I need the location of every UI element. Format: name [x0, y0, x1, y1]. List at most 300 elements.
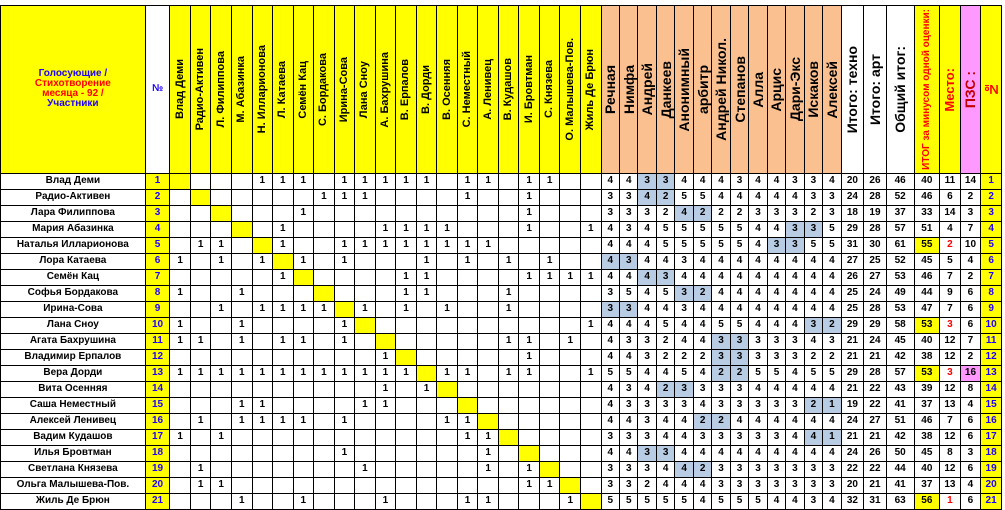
- vote-cell: [478, 381, 499, 397]
- vote-cell: [416, 205, 437, 221]
- vote-cell: 1: [334, 445, 355, 461]
- score-cell: 3: [656, 445, 674, 461]
- score-cell: 3: [601, 477, 619, 493]
- vote-cell: [334, 381, 355, 397]
- vote-cell: [539, 189, 560, 205]
- vote-cell: [252, 205, 273, 221]
- vote-cell: [334, 205, 355, 221]
- vote-cell: 1: [273, 173, 294, 189]
- voter-header: [170, 6, 191, 174]
- total-art: 24: [864, 285, 887, 301]
- row-number-right: 5: [981, 237, 1002, 253]
- vote-cell: [416, 445, 437, 461]
- score-cell: 3: [638, 461, 656, 477]
- vote-cell: [478, 189, 499, 205]
- vote-cell: 1: [273, 333, 294, 349]
- vote-cell: [498, 205, 519, 221]
- score-cell: 3: [712, 381, 730, 397]
- voter-header: [375, 6, 396, 174]
- vote-cell: [539, 445, 560, 461]
- vote-cell: [498, 493, 519, 509]
- vote-cell: [334, 221, 355, 237]
- voter-name: Влад Деми: [173, 59, 186, 120]
- vote-cell: 1: [375, 381, 396, 397]
- vote-cell: 1: [190, 333, 211, 349]
- total-art: 22: [864, 397, 887, 413]
- vote-cell: 1: [560, 493, 581, 509]
- vote-cell: [375, 413, 396, 429]
- vote-cell: [478, 477, 499, 493]
- voter-name: И. Бровтман: [522, 55, 535, 124]
- score-cell: 4: [730, 413, 748, 429]
- score-cell: 3: [638, 173, 656, 189]
- vote-cell: [190, 429, 211, 445]
- vote-cell: [396, 493, 417, 509]
- vote-cell: [498, 317, 519, 333]
- vote-cell: [478, 397, 499, 413]
- participant-name: Софья Бордакова: [1, 285, 146, 301]
- voter-header: [334, 6, 355, 174]
- vote-cell: 1: [170, 253, 191, 269]
- vote-cell: [211, 381, 232, 397]
- table-row: [1, 365, 1002, 381]
- vote-cell: [437, 477, 458, 493]
- vote-cell: [457, 317, 478, 333]
- score-cell: 3: [620, 205, 638, 221]
- vote-cell: 1: [539, 253, 560, 269]
- score-cell: 5: [656, 493, 674, 509]
- score-cell: 3: [749, 397, 767, 413]
- vote-cell: [314, 285, 335, 301]
- score-cell: 5: [675, 493, 693, 509]
- score-cell: 5: [693, 189, 711, 205]
- vote-cell: [170, 173, 191, 189]
- vote-cell: 1: [190, 413, 211, 429]
- vote-cell: [396, 445, 417, 461]
- score-cell: 4: [656, 429, 674, 445]
- vote-cell: 1: [375, 349, 396, 365]
- total-art: 21: [864, 429, 887, 445]
- score-cell: 3: [823, 333, 841, 349]
- vote-cell: [560, 173, 581, 189]
- itog-minus: 40: [914, 461, 940, 477]
- participant-name: Жиль Де Брюн: [1, 493, 146, 509]
- vote-cell: [396, 397, 417, 413]
- score-cell: 4: [804, 301, 822, 317]
- vote-cell: [170, 461, 191, 477]
- vote-cell: [273, 189, 294, 205]
- vote-cell: 1: [252, 301, 273, 317]
- pzs-cell: 10: [960, 237, 981, 253]
- score-cell: 5: [675, 221, 693, 237]
- itog-minus: 37: [914, 397, 940, 413]
- itog-minus: 46: [914, 269, 940, 285]
- vote-cell: [478, 269, 499, 285]
- total-art: 22: [864, 461, 887, 477]
- candidate-name: Алексей: [823, 60, 840, 119]
- itog-minus: 47: [914, 301, 940, 317]
- vote-cell: [539, 221, 560, 237]
- score-cell: 3: [620, 221, 638, 237]
- vote-cell: [539, 301, 560, 317]
- vote-cell: [581, 445, 602, 461]
- score-cell: 4: [749, 237, 767, 253]
- score-cell: 3: [786, 477, 804, 493]
- voter-header: [539, 6, 560, 174]
- vote-cell: 1: [519, 269, 540, 285]
- score-cell: 3: [730, 461, 748, 477]
- itog-minus: 39: [914, 381, 940, 397]
- vote-cell: [190, 253, 211, 269]
- vote-cell: [252, 477, 273, 493]
- score-cell: 3: [601, 189, 619, 205]
- score-cell: 5: [620, 285, 638, 301]
- voter-name: В. Кудашов: [502, 58, 515, 121]
- participant-name: Вита Осенняя: [1, 381, 146, 397]
- vote-cell: [396, 253, 417, 269]
- total-all: 63: [886, 493, 914, 509]
- vote-cell: [437, 317, 458, 333]
- score-cell: 3: [749, 477, 767, 493]
- vote-cell: [273, 493, 294, 509]
- vote-cell: [334, 285, 355, 301]
- vote-cell: [252, 381, 273, 397]
- total-all: 50: [886, 445, 914, 461]
- score-cell: 4: [656, 365, 674, 381]
- vote-cell: 1: [375, 493, 396, 509]
- total-art: 28: [864, 301, 887, 317]
- vote-cell: 1: [478, 461, 499, 477]
- voter-name: Л. Катаева: [276, 60, 289, 118]
- total-tech: 20: [841, 477, 864, 493]
- score-cell: 5: [656, 237, 674, 253]
- total-art: 27: [864, 413, 887, 429]
- participant-name: Вадим Кудашов: [1, 429, 146, 445]
- score-cell: 4: [620, 317, 638, 333]
- participant-name: Лара Филиппова: [1, 205, 146, 221]
- table-row: [1, 477, 1002, 493]
- vote-cell: 1: [190, 237, 211, 253]
- score-cell: 4: [767, 269, 785, 285]
- place-cell: 12: [940, 349, 961, 365]
- place-cell: 4: [940, 221, 961, 237]
- vote-cell: [539, 317, 560, 333]
- vote-cell: 1: [170, 317, 191, 333]
- score-cell: 4: [638, 189, 656, 205]
- vote-cell: 1: [170, 333, 191, 349]
- vote-cell: [457, 221, 478, 237]
- score-cell: 2: [804, 397, 822, 413]
- vote-cell: 1: [375, 237, 396, 253]
- vote-cell: [416, 461, 437, 477]
- score-cell: 4: [786, 365, 804, 381]
- score-cell: 3: [601, 285, 619, 301]
- score-cell: 2: [823, 317, 841, 333]
- vote-cell: 1: [211, 477, 232, 493]
- title-line: Голосующие /: [38, 68, 108, 80]
- vote-cell: [375, 477, 396, 493]
- vote-cell: [231, 461, 252, 477]
- vote-cell: 1: [355, 189, 376, 205]
- total-tech: 20: [841, 173, 864, 189]
- voter-name: Радио-Активен: [194, 48, 207, 131]
- total-all: 57: [886, 221, 914, 237]
- vote-cell: 1: [416, 269, 437, 285]
- vote-cell: [190, 445, 211, 461]
- voter-name: В. Ерпалов: [399, 58, 412, 120]
- score-cell: 3: [767, 205, 785, 221]
- candidate-header: [712, 6, 730, 174]
- header-num-label-right: [981, 6, 1002, 174]
- title-line: Участники: [47, 98, 99, 110]
- vote-cell: 1: [314, 189, 335, 205]
- candidate-header: [786, 6, 804, 174]
- row-number: 5: [145, 237, 170, 253]
- score-cell: 5: [749, 493, 767, 509]
- vote-cell: 1: [437, 221, 458, 237]
- score-cell: 3: [749, 205, 767, 221]
- table-row: [1, 205, 1002, 221]
- vote-cell: [457, 461, 478, 477]
- vote-cell: [211, 189, 232, 205]
- participant-name: Саша Неместный: [1, 397, 146, 413]
- voter-name: С. Неместный: [461, 51, 474, 128]
- itog-minus: 53: [914, 317, 940, 333]
- vote-cell: [293, 269, 314, 285]
- vote-cell: [314, 493, 335, 509]
- vote-cell: [314, 381, 335, 397]
- vote-cell: [355, 477, 376, 493]
- vote-cell: [519, 429, 540, 445]
- vote-cell: [416, 301, 437, 317]
- row-number: 3: [145, 205, 170, 221]
- candidate-header: [823, 6, 841, 174]
- score-cell: 3: [712, 333, 730, 349]
- score-cell: 3: [620, 381, 638, 397]
- vote-cell: 1: [416, 253, 437, 269]
- vote-cell: 1: [355, 301, 376, 317]
- header-label: Место:: [942, 67, 958, 112]
- total-tech: 25: [841, 285, 864, 301]
- participant-name: Семён Кац: [1, 269, 146, 285]
- header-total-tech: [841, 6, 864, 174]
- score-cell: 3: [786, 333, 804, 349]
- score-cell: 5: [823, 237, 841, 253]
- vote-cell: [560, 253, 581, 269]
- vote-cell: [457, 445, 478, 461]
- vote-cell: [190, 189, 211, 205]
- row-number: 7: [145, 269, 170, 285]
- row-number: 2: [145, 189, 170, 205]
- score-cell: 4: [804, 253, 822, 269]
- score-cell: 3: [823, 461, 841, 477]
- score-cell: 5: [730, 221, 748, 237]
- score-cell: 4: [786, 413, 804, 429]
- itog-minus: 37: [914, 477, 940, 493]
- score-cell: 4: [767, 285, 785, 301]
- vote-cell: 1: [416, 237, 437, 253]
- candidate-name: Нимфа: [620, 64, 637, 114]
- score-cell: 4: [712, 253, 730, 269]
- vote-cell: [519, 397, 540, 413]
- row-number-right: 6: [981, 253, 1002, 269]
- score-cell: 3: [749, 461, 767, 477]
- voter-name: Жиль Де Брюн: [584, 48, 597, 131]
- vote-cell: 1: [314, 301, 335, 317]
- vote-cell: [581, 189, 602, 205]
- vote-cell: [293, 461, 314, 477]
- score-cell: 3: [749, 349, 767, 365]
- voter-header: [519, 6, 540, 174]
- vote-cell: [252, 333, 273, 349]
- total-all: 52: [886, 253, 914, 269]
- vote-cell: [478, 221, 499, 237]
- vote-cell: [498, 173, 519, 189]
- header-place: [940, 6, 961, 174]
- candidate-name: Анонимный: [676, 47, 693, 132]
- score-cell: 2: [693, 413, 711, 429]
- vote-cell: [314, 333, 335, 349]
- score-cell: 5: [656, 221, 674, 237]
- voter-name: Семён Кац: [296, 60, 309, 119]
- score-cell: 4: [767, 381, 785, 397]
- candidate-header: [804, 6, 822, 174]
- score-cell: 3: [804, 477, 822, 493]
- vote-cell: 1: [273, 365, 294, 381]
- score-cell: 4: [786, 189, 804, 205]
- vote-cell: [416, 493, 437, 509]
- vote-cell: [437, 429, 458, 445]
- score-cell: 4: [675, 461, 693, 477]
- participant-name: Илья Бровтман: [1, 445, 146, 461]
- score-cell: 4: [601, 317, 619, 333]
- vote-cell: [252, 189, 273, 205]
- vote-cell: [252, 269, 273, 285]
- vote-cell: [437, 493, 458, 509]
- vote-cell: [355, 413, 376, 429]
- score-cell: 4: [749, 285, 767, 301]
- score-cell: 3: [767, 429, 785, 445]
- vote-cell: 1: [396, 301, 417, 317]
- pzs-cell: 4: [960, 253, 981, 269]
- score-cell: 3: [804, 221, 822, 237]
- vote-cell: [478, 317, 499, 333]
- score-cell: 4: [601, 333, 619, 349]
- vote-cell: [273, 317, 294, 333]
- vote-cell: 1: [416, 285, 437, 301]
- itog-minus: 33: [914, 205, 940, 221]
- vote-cell: [293, 429, 314, 445]
- score-cell: 3: [804, 173, 822, 189]
- place-cell: 7: [940, 301, 961, 317]
- score-cell: 4: [823, 269, 841, 285]
- voter-header: [314, 6, 335, 174]
- score-cell: 4: [786, 301, 804, 317]
- voter-header: [231, 6, 252, 174]
- vote-cell: [170, 205, 191, 221]
- score-cell: 2: [656, 333, 674, 349]
- vote-cell: [211, 173, 232, 189]
- pzs-cell: 16: [960, 365, 981, 381]
- vote-cell: [396, 477, 417, 493]
- vote-cell: [170, 477, 191, 493]
- vote-cell: [560, 461, 581, 477]
- total-tech: 29: [841, 317, 864, 333]
- total-tech: 26: [841, 269, 864, 285]
- vote-cell: 1: [498, 253, 519, 269]
- total-art: 25: [864, 253, 887, 269]
- score-cell: 4: [749, 445, 767, 461]
- score-cell: 4: [804, 333, 822, 349]
- vote-cell: 1: [457, 365, 478, 381]
- score-cell: 4: [804, 269, 822, 285]
- itog-minus: 56: [914, 493, 940, 509]
- voter-header: [252, 6, 273, 174]
- score-cell: 3: [730, 173, 748, 189]
- vote-cell: [396, 317, 417, 333]
- score-cell: 5: [749, 365, 767, 381]
- pzs-cell: 3: [960, 205, 981, 221]
- participant-name: Радио-Активен: [1, 189, 146, 205]
- score-cell: 4: [675, 445, 693, 461]
- row-number: 8: [145, 285, 170, 301]
- vote-cell: 1: [457, 413, 478, 429]
- vote-cell: 1: [416, 381, 437, 397]
- score-cell: 3: [638, 429, 656, 445]
- total-art: 26: [864, 173, 887, 189]
- vote-cell: [211, 413, 232, 429]
- vote-cell: [498, 477, 519, 493]
- score-cell: 3: [601, 205, 619, 221]
- vote-cell: 1: [252, 173, 273, 189]
- score-cell: 4: [730, 253, 748, 269]
- header-label: ИТОГ за минусом одной оценки:: [920, 9, 932, 170]
- vote-cell: [355, 429, 376, 445]
- row-number: 6: [145, 253, 170, 269]
- total-all: 45: [886, 333, 914, 349]
- score-cell: 5: [712, 221, 730, 237]
- vote-cell: 1: [375, 173, 396, 189]
- vote-cell: [437, 461, 458, 477]
- score-cell: 4: [823, 285, 841, 301]
- vote-cell: [396, 333, 417, 349]
- vote-cell: [170, 445, 191, 461]
- score-cell: 4: [749, 301, 767, 317]
- participant-name: Алексей Ленивец: [1, 413, 146, 429]
- vote-cell: 1: [498, 333, 519, 349]
- total-art: 28: [864, 189, 887, 205]
- place-cell: 6: [940, 189, 961, 205]
- score-cell: 4: [675, 173, 693, 189]
- vote-cell: [457, 477, 478, 493]
- vote-cell: [190, 397, 211, 413]
- vote-cell: [498, 429, 519, 445]
- vote-cell: [211, 349, 232, 365]
- row-number: 12: [145, 349, 170, 365]
- score-cell: 4: [656, 413, 674, 429]
- score-cell: 2: [693, 349, 711, 365]
- vote-cell: 1: [252, 365, 273, 381]
- score-cell: 3: [767, 397, 785, 413]
- vote-cell: [478, 253, 499, 269]
- score-cell: 4: [712, 301, 730, 317]
- table-row: [1, 381, 1002, 397]
- voter-header: [478, 6, 499, 174]
- voter-name: В. Дорди: [420, 64, 433, 114]
- score-cell: 2: [638, 477, 656, 493]
- vote-cell: [190, 317, 211, 333]
- row-number-right: 8: [981, 285, 1002, 301]
